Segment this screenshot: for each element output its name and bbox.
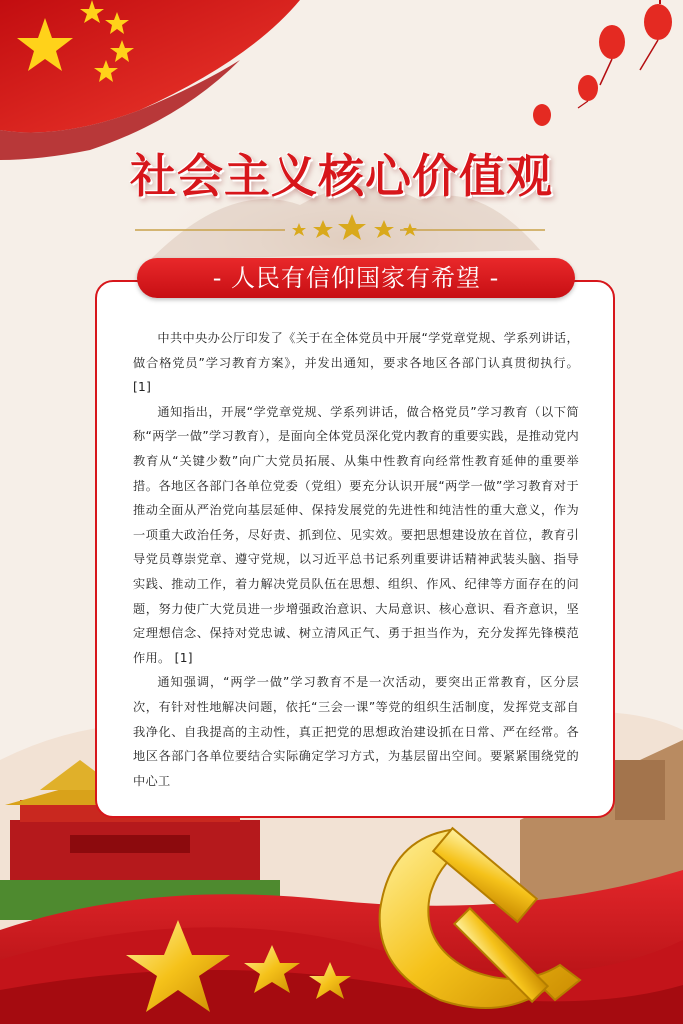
content-card (95, 280, 615, 818)
lantern-icon (533, 104, 551, 126)
lantern-icon (640, 0, 672, 70)
page-title: 社会主义核心价值观 (130, 149, 553, 203)
paragraph-text: 通知指出，开展“学党章党规、学系列讲话，做合格党员”学习教育（以下简称“两学一做”学习教育），是面向全体党员深化党内教育的重要实践，是推动党内教育从“关键少数”向广大党员拓展、从集中性教育向经常性教育延伸的重要举措。各地区各部门各单位党委（党组）要充分认识开展“两学一做”学习教育对于推动全面从严治党向基层延伸、保持发展党的先进性和纯洁性的重大意义，作为一项重大政治任务，尽好责、抓到位、见实效。要把思想建设放在首位，教育引导党员尊崇党章、遵守党规，以习近平总书记系列重要讲话精神武装头脑、指导实践、推动工作，着力解决党员队伍在思想、组织、作风、纪律等方面存在的问题，努力使广大党员进一步增强政治意识、大局意识、核心意识、看齐意识，坚定理想信念、保持对党忠诚、树立清风正气、勇于担当作为，充分发挥先锋模范作用。 (133, 404, 579, 665)
paragraph-text: 中共中央办公厅印发了《关于在全体党员中开展“学党章党规、学系列讲话，做合格党员”学习教育方案》，并发出通知，要求各地区各部门认真贯彻执行。 (133, 331, 579, 370)
subtitle-banner: - 人民有信仰国家有希望 - (137, 258, 575, 298)
paragraph (133, 400, 579, 671)
paragraph-text: 通知强调，“两学一做”学习教育不是一次活动，要突出正常教育，区分层次，有针对性地解决问题，依托“三会一课”等党的组织生活制度，发挥党支部自我净化、自我提高的主动性，真正把党的思想政治建设抓在日常、严在经常。各地区各部门各单位要结合实际确定学习方式，为基层留出空间。要紧紧围绕党的中心工 (133, 675, 579, 788)
citation[interactable]: [1] (174, 650, 193, 665)
lantern-icon (578, 75, 598, 108)
paragraph (133, 670, 579, 793)
paragraph (133, 326, 579, 400)
citation[interactable]: [1] (133, 380, 152, 395)
lantern-icon (599, 25, 625, 85)
